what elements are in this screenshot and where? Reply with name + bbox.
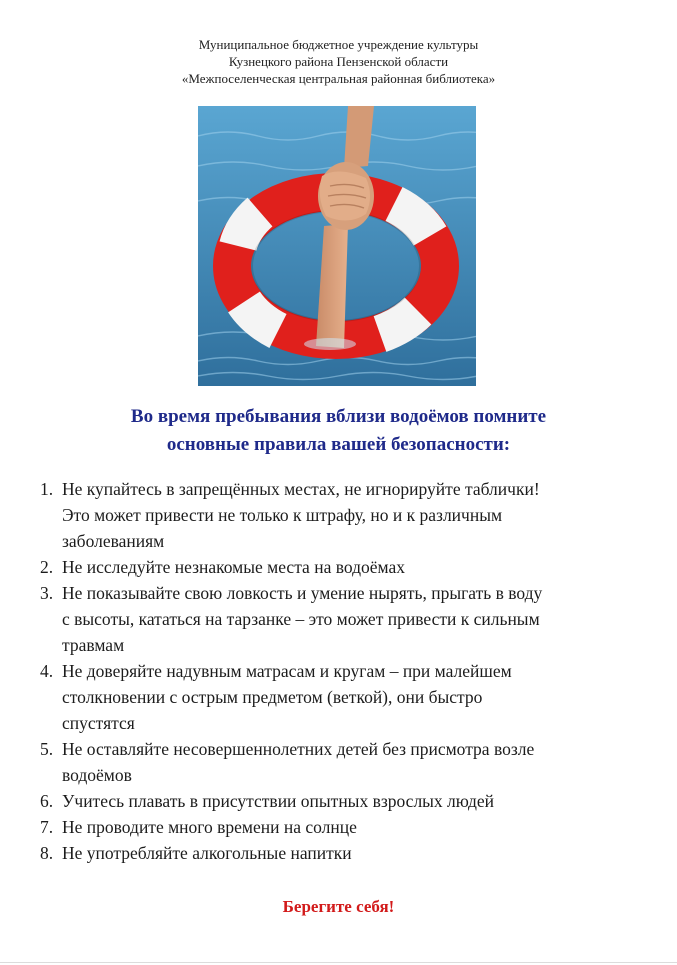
rule-number: 5. — [40, 739, 54, 759]
list-item — [40, 840, 650, 866]
rule-line: Это может привести не только к штрафу, но и к различным — [62, 505, 503, 525]
rule-line: травмам — [62, 635, 125, 655]
list-item — [40, 736, 650, 788]
rule-line: Не проводите много времени на солнце — [62, 817, 357, 837]
rule-line: столкновении с острым предметом (веткой), они быстро — [62, 687, 483, 707]
rule-line: Не купайтесь в запрещённых местах, не игнорируйте таблички! — [62, 479, 540, 499]
list-item — [40, 554, 650, 580]
list-item — [40, 788, 650, 814]
list-item — [40, 814, 650, 840]
header-line-2: Кузнецкого района Пензенской области — [228, 54, 449, 69]
lifebuoy-with-rescue-hands-icon — [198, 106, 476, 386]
rule-number: 8. — [40, 843, 54, 863]
rule-number: 1. — [40, 479, 54, 499]
lifebuoy-rescue-photo — [198, 106, 476, 386]
rule-number: 2. — [40, 557, 54, 577]
safety-rules-list — [40, 476, 650, 866]
rule-number: 3. — [40, 583, 54, 603]
rule-number: 6. — [40, 791, 54, 811]
rule-number: 4. — [40, 661, 54, 681]
title-line-1: Во время пребывания вблизи водоёмов помните — [130, 406, 547, 427]
list-item — [40, 476, 650, 554]
take-care-slogan: Берегите себя! — [282, 897, 395, 916]
rule-line: Не оставляйте несовершеннолетних детей без присмотра возле — [62, 739, 535, 759]
rule-line: Не доверяйте надувным матрасам и кругам – при малейшем — [62, 661, 512, 681]
rule-number: 7. — [40, 817, 54, 837]
page-bottom-divider — [0, 962, 677, 963]
rule-line: спустятся — [62, 713, 135, 733]
rule-line: с высоты, кататься на тарзанке – это может привести к сильным — [62, 609, 540, 629]
title-line-2: основные правила вашей безопасности: — [166, 434, 511, 455]
header-line-1: Муниципальное бюджетное учреждение культуры — [198, 37, 479, 52]
list-item — [40, 658, 650, 736]
rule-line: Учитесь плавать в присутствии опытных взрослых людей — [62, 791, 495, 811]
rule-line: заболеваниям — [62, 531, 165, 551]
list-item — [40, 580, 650, 658]
rule-line: Не показывайте свою ловкость и умение нырять, прыгать в воду — [62, 583, 543, 603]
header-line-3: «Межпоселенческая центральная районная библиотека» — [181, 71, 496, 86]
safety-rules-title — [0, 403, 677, 459]
rule-line: Не употребляйте алкогольные напитки — [62, 843, 352, 863]
rule-line: водоёмов — [62, 765, 132, 785]
organization-header — [0, 36, 677, 87]
rule-line: Не исследуйте незнакомые места на водоёмах — [62, 557, 405, 577]
